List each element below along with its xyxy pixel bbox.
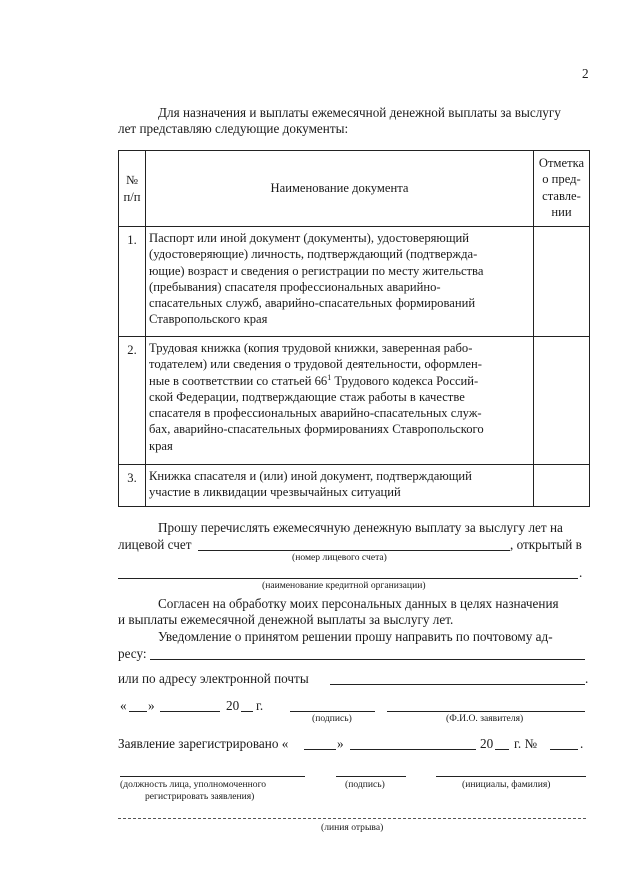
bank-caption: (наименование кредитной организации) <box>262 580 426 591</box>
bank-name-field[interactable] <box>118 578 578 579</box>
row-2-line-7: края <box>149 438 173 453</box>
date-year-suffix: г. <box>256 698 264 713</box>
date-year-field[interactable] <box>241 711 253 712</box>
official-position-caption-1: (должность лица, уполномоченного <box>120 779 267 790</box>
email-label: или по адресу электронной почты <box>118 671 309 686</box>
registration-number-field[interactable] <box>550 749 578 750</box>
table-row <box>119 465 590 507</box>
footnote-superscript: 1 <box>327 372 332 382</box>
date-month-field[interactable] <box>160 711 220 712</box>
row-1-line-4: (пребывания) спасателя профессиональных аварийно- <box>149 279 441 294</box>
registration-year-prefix: 20 <box>480 736 494 751</box>
page-number: 2 <box>582 66 589 81</box>
email-field[interactable] <box>330 684 585 685</box>
applicant-name-field[interactable] <box>387 711 585 712</box>
account-suffix: , открытый в <box>510 537 582 552</box>
header-mark-line-1: Отметка <box>538 156 585 170</box>
row-document-name <box>146 227 534 337</box>
row-1-line-5: спасательных служб, аварийно-спасательных формирований <box>149 296 476 311</box>
table-row <box>119 227 590 337</box>
row-1-line-6: Ставропольского края <box>149 312 268 327</box>
header-name: Наименование документа <box>270 181 409 196</box>
row-document-name <box>146 465 534 507</box>
row-2-line-6: бах, аварийно-спасательных формированиях Ставропольского <box>149 422 484 437</box>
applicant-signature-field[interactable] <box>290 711 375 712</box>
registration-close-quote: » <box>337 736 344 751</box>
row-2-line-3b: Трудового кодекса Россий- <box>334 373 479 388</box>
official-signature-caption: (подпись) <box>345 779 385 790</box>
transfer-line-1: Прошу перечислять ежемесячную денежную выплату за выслугу лет на <box>158 520 563 535</box>
registration-line-end: . <box>580 736 584 751</box>
email-line-end: . <box>585 671 589 686</box>
row-3-line-1: Книжка спасателя и (или) иной документ, подтверждающий <box>149 469 472 483</box>
header-mark-line-2: о пред- <box>542 172 581 187</box>
table-row <box>119 337 590 465</box>
row-2-line-3a: ные в соответствии со статьей 66 <box>149 373 328 388</box>
bank-line-end: . <box>579 565 583 580</box>
row-number: 2. <box>119 337 146 465</box>
date-day-field[interactable] <box>129 711 147 712</box>
cut-line-caption: (линия отрыва) <box>321 822 384 833</box>
applicant-name-caption: (Ф.И.О. заявителя) <box>446 713 524 724</box>
header-mark-cell <box>534 151 590 227</box>
row-2-line-5: спасателя в профессиональных аварийно-спасательных служ- <box>149 406 482 421</box>
row-document-name <box>146 337 534 465</box>
official-signature-field[interactable] <box>336 776 406 777</box>
account-number-field[interactable] <box>198 550 510 551</box>
registration-label: Заявление зарегистрировано « <box>118 736 289 751</box>
header-mark-line-4: нии <box>551 204 572 219</box>
row-mark-cell <box>534 227 590 337</box>
account-caption: (номер лицевого счета) <box>292 552 387 563</box>
registration-month-field[interactable] <box>350 749 476 750</box>
row-3-line-2: участие в ликвидации чрезвычайных ситуаций <box>149 485 401 500</box>
applicant-signature-caption: (подпись) <box>312 713 352 724</box>
row-mark-cell <box>534 465 590 507</box>
intro-line-2: лет представляю следующие документы: <box>118 121 349 136</box>
row-2-line-2: тодателем) или сведения о трудовой деятельности, оформлен- <box>149 357 482 372</box>
header-mark-line-3: ставле- <box>542 188 581 203</box>
header-num-line-2: п/п <box>123 189 141 204</box>
row-2-line-1: Трудовая книжка (копия трудовой книжки, заверенная рабо- <box>149 341 473 355</box>
header-name-cell <box>146 151 534 227</box>
notice-line-2: ресу: <box>118 646 147 661</box>
official-name-field[interactable] <box>436 776 586 777</box>
row-2-line-4: ской Федерации, подтверждающие стаж работы в качестве <box>149 389 465 404</box>
table-header-row <box>119 151 590 227</box>
date-year-prefix: 20 <box>226 698 240 713</box>
official-position-field[interactable] <box>120 776 305 777</box>
row-2-line-3 <box>149 373 529 389</box>
consent-line-1: Согласен на обработку моих персональных данных в целях назначения <box>158 596 559 611</box>
row-number: 3. <box>119 465 146 507</box>
account-prefix: лицевой счет <box>118 537 192 552</box>
intro-line-1: Для назначения и выплаты ежемесячной денежной выплаты за выслугу <box>158 105 561 120</box>
official-name-caption: (инициалы, фамилия) <box>462 779 551 790</box>
row-mark-cell <box>534 337 590 465</box>
row-1-line-1: Паспорт или иной документ (документы), удостоверяющий <box>149 231 470 245</box>
documents-table <box>118 150 590 507</box>
row-1-line-2: (удостоверяющие) личность, подтверждающий (подтвержда- <box>149 247 478 262</box>
registration-day-field[interactable] <box>304 749 336 750</box>
date-close-quote: » <box>148 698 155 713</box>
header-num-line-1: № <box>125 173 139 188</box>
notice-line-1: Уведомление о принятом решении прошу направить по почтовому ад- <box>158 629 553 644</box>
postal-address-field[interactable] <box>150 659 585 660</box>
registration-year-field[interactable] <box>495 749 509 750</box>
row-1-line-3: ющие) возраст и сведения о регистрации по месту жительства <box>149 263 484 278</box>
row-number: 1. <box>119 227 146 337</box>
header-num-cell <box>119 151 146 227</box>
consent-line-2: и выплаты ежемесячной денежной выплаты за выслугу лет. <box>118 612 454 627</box>
registration-year-suffix: г. № <box>514 736 538 751</box>
cut-line <box>118 818 586 819</box>
date-open-quote: « <box>120 698 127 713</box>
official-position-caption-2: регистрировать заявления) <box>145 791 255 802</box>
